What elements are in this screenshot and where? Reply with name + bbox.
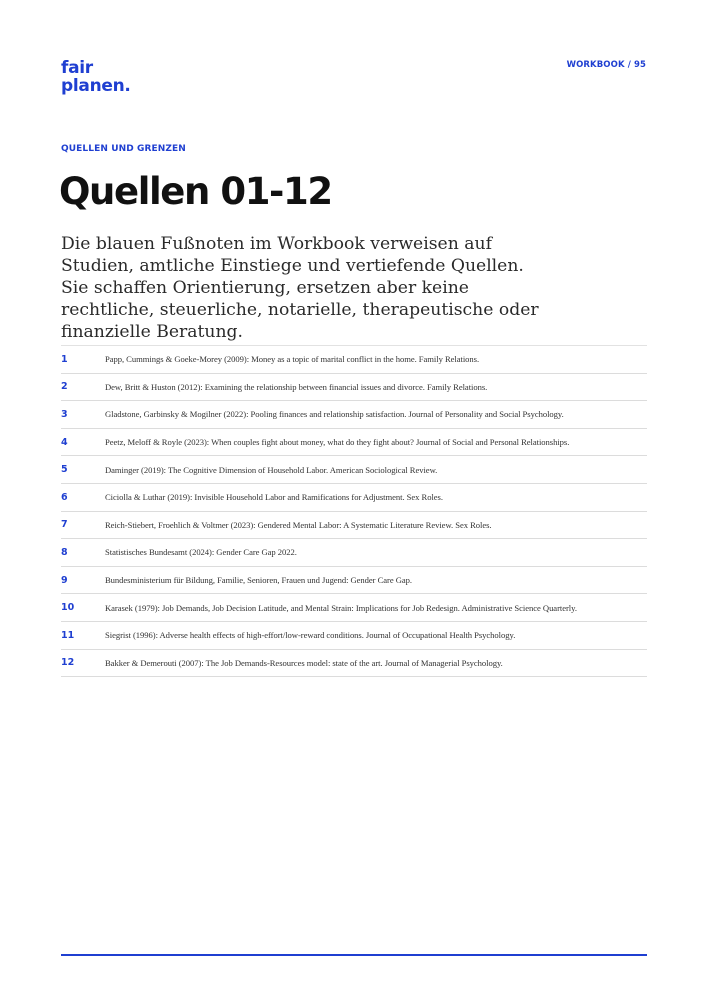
brand-logo-line2: planen. bbox=[61, 76, 131, 96]
reference-row-11 bbox=[61, 622, 647, 650]
section-kicker: QUELLEN UND GRENZEN bbox=[61, 144, 186, 154]
reference-text: Gladstone, Garbinsky & Mogilner (2022): Pooling finances and relationship satisfaction. Journal of Personality and Social Psychology. bbox=[105, 409, 564, 420]
page-title: Quellen 01-12 bbox=[59, 170, 332, 213]
reference-number: 1 bbox=[61, 353, 68, 365]
reference-number: 6 bbox=[61, 491, 68, 503]
reference-number: 5 bbox=[61, 464, 68, 476]
reference-number: 3 bbox=[61, 408, 68, 420]
brand-logo-line1: fair bbox=[61, 58, 93, 78]
reference-text: Papp, Cummings & Goeke-Morey (2009): Money as a topic of marital conflict in the home. Family Relations. bbox=[105, 354, 480, 365]
reference-row-2 bbox=[61, 374, 647, 402]
reference-number: 8 bbox=[61, 546, 68, 558]
reference-text: Siegrist (1996): Adverse health effects of high-effort/low-reward conditions. Journal of Occupational Health Psychology. bbox=[105, 630, 516, 641]
reference-row-7 bbox=[61, 512, 647, 540]
reference-number: 9 bbox=[61, 574, 68, 586]
reference-number: 4 bbox=[61, 436, 68, 448]
reference-number: 12 bbox=[61, 657, 75, 669]
reference-number: 10 bbox=[61, 602, 75, 614]
reference-number: 2 bbox=[61, 381, 68, 393]
intro-paragraph: Die blauen Fußnoten im Workbook verweisen auf Studien, amtliche Einstiege und vertiefende Quellen. Sie schaffen Orientierung, ersetzen aber keine rechtliche, steuerliche, notarielle, therapeutische oder finanzielle Beratung. bbox=[61, 234, 539, 342]
reference-text: Statistisches Bundesamt (2024): Gender Care Gap 2022. bbox=[105, 547, 297, 558]
reference-row-1 bbox=[61, 346, 647, 374]
reference-number: 7 bbox=[61, 519, 68, 531]
reference-text: Ciciolla & Luthar (2019): Invisible Household Labor and Ramifications for Adjustment. Sex Roles. bbox=[105, 492, 443, 503]
brand-logo bbox=[61, 59, 131, 95]
reference-row-4 bbox=[61, 429, 647, 457]
reference-row-9 bbox=[61, 567, 647, 595]
reference-text: Reich-Stiebert, Froehlich & Voltmer (2023): Gendered Mental Labor: A Systematic Literature Review. Sex Roles. bbox=[105, 519, 492, 530]
reference-text: Peetz, Meloff & Royle (2023): When couples fight about money, what do they fight about? Journal of Social and Personal Relationships. bbox=[105, 437, 570, 448]
reference-row-10 bbox=[61, 594, 647, 622]
reference-row-5 bbox=[61, 456, 647, 484]
reference-row-12 bbox=[61, 650, 647, 678]
reference-number: 11 bbox=[61, 629, 75, 641]
reference-row-3 bbox=[61, 401, 647, 429]
reference-row-8 bbox=[61, 539, 647, 567]
reference-text: Karasek (1979): Job Demands, Job Decision Latitude, and Mental Strain: Implications for Job Redesign. Administrative Science Quarterly. bbox=[105, 602, 577, 613]
reference-text: Bakker & Demerouti (2007): The Job Demands-Resources model: state of the art. Journal of Managerial Psychology. bbox=[105, 657, 503, 668]
reference-text: Dew, Britt & Huston (2012): Examining the relationship between financial issues and divorce. Family Relations. bbox=[105, 381, 488, 392]
reference-row-6 bbox=[61, 484, 647, 512]
reference-list bbox=[61, 345, 647, 677]
reference-text: Daminger (2019): The Cognitive Dimension of Household Labor. American Sociological Review. bbox=[105, 464, 438, 475]
page-label: WORKBOOK / 95 bbox=[566, 60, 646, 70]
footer-divider bbox=[61, 954, 647, 956]
reference-text: Bundesministerium für Bildung, Familie, Senioren, Frauen und Jugend: Gender Care Gap. bbox=[105, 575, 412, 586]
